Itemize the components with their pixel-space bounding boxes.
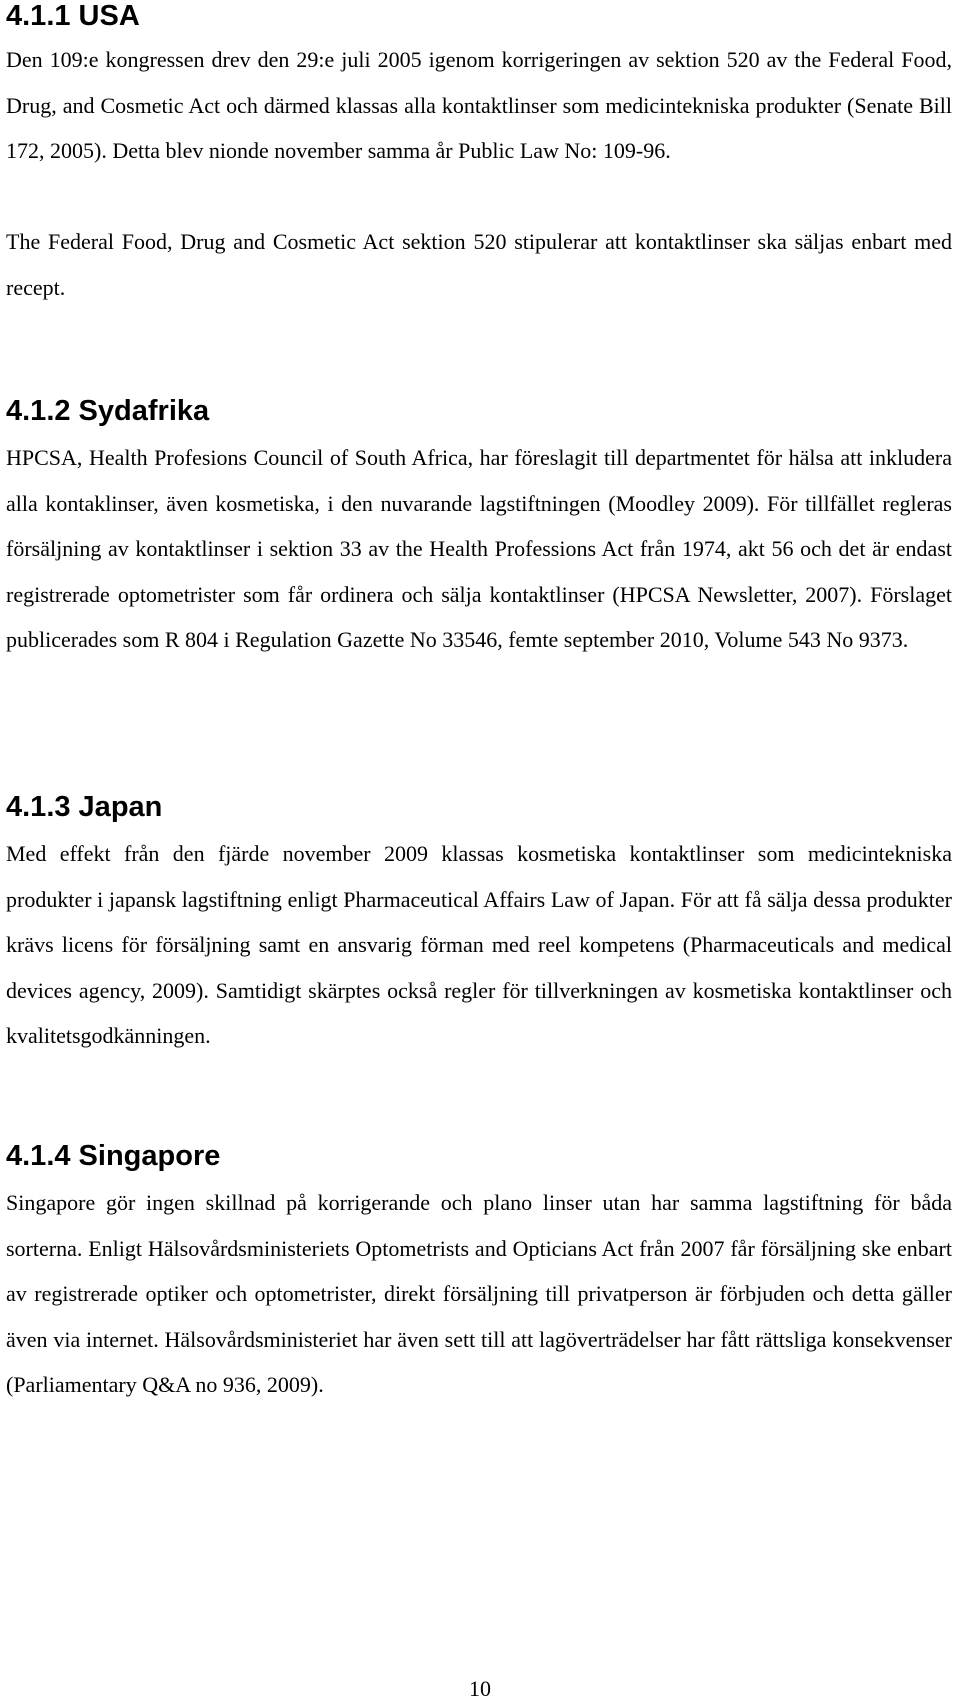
section-heading-usa: 4.1.1 USA: [6, 0, 140, 32]
section-body-singapore: Singapore gör ingen skillnad på korrigerande och plano linser utan har samma lagstiftning för båda sorterna. Enligt Hälsovårdsministeriets Optometrists and Opticians Act från 2007 får försäljning ske enbart av registrerade optiker och optometrister, direkt försäljning till privatperson är förbjuden och detta gäller även via internet. Hälsovårdsministeriet har även sett till att lagöverträdelser har fått rättsliga konsekvenser (Parliamentary Q&A no 936, 2009).: [6, 1190, 952, 1397]
section-heading-sydafrika: 4.1.2 Sydafrika: [6, 395, 210, 427]
section-heading-singapore: 4.1.4 Singapore: [6, 1140, 221, 1172]
section-body-usa: Den 109:e kongressen drev den 29:e juli 2005 igenom korrigeringen av sektion 520 av the Federal Food, Drug, and Cosmetic Act och därmed klassas alla kontaktlinser som medicintekniska produkter (Senate Bill 172, 2005). Detta blev nionde november samma år Public Law No: 109-96.: [6, 47, 952, 163]
section-body-japan: Med effekt från den fjärde november 2009 klassas kosmetiska kontaktlinser som medicintekniska produkter i japansk lagstiftning enligt Pharmaceutical Affairs Law of Japan. För att få sälja dessa produkter krävs licens för försäljning samt en ansvarig förman med reel kompetens (Pharmaceuticals and medical devices agency, 2009). Samtidigt skärptes också regler för tillverkningen av kosmetiska kontaktlinser och kvalitetsgodkänningen.: [6, 841, 952, 1048]
section-heading-japan: 4.1.3 Japan: [6, 791, 163, 823]
section-body-sydafrika: HPCSA, Health Profesions Council of South Africa, har föreslagit till departmentet för hälsa att inkludera alla kontaklinser, även kosmetiska, i den nuvarande lagstiftningen (Moodley 2009). För tillfället regleras försäljning av kontaktlinser i sektion 33 av the Health Professions Act från 1974, akt 56 och det är endast registrerade optometrister som får ordinera och sälja kontaktlinser (HPCSA Newsletter, 2007). Förslaget publicerades som R 804 i Regulation Gazette No 33546, femte september 2010, Volume 543 No 9373.: [6, 445, 952, 652]
section-body-usa-2: The Federal Food, Drug and Cosmetic Act sektion 520 stipulerar att kontaktlinser ska säljas enbart med recept.: [6, 229, 952, 300]
page-number: 10: [469, 1676, 491, 1701]
